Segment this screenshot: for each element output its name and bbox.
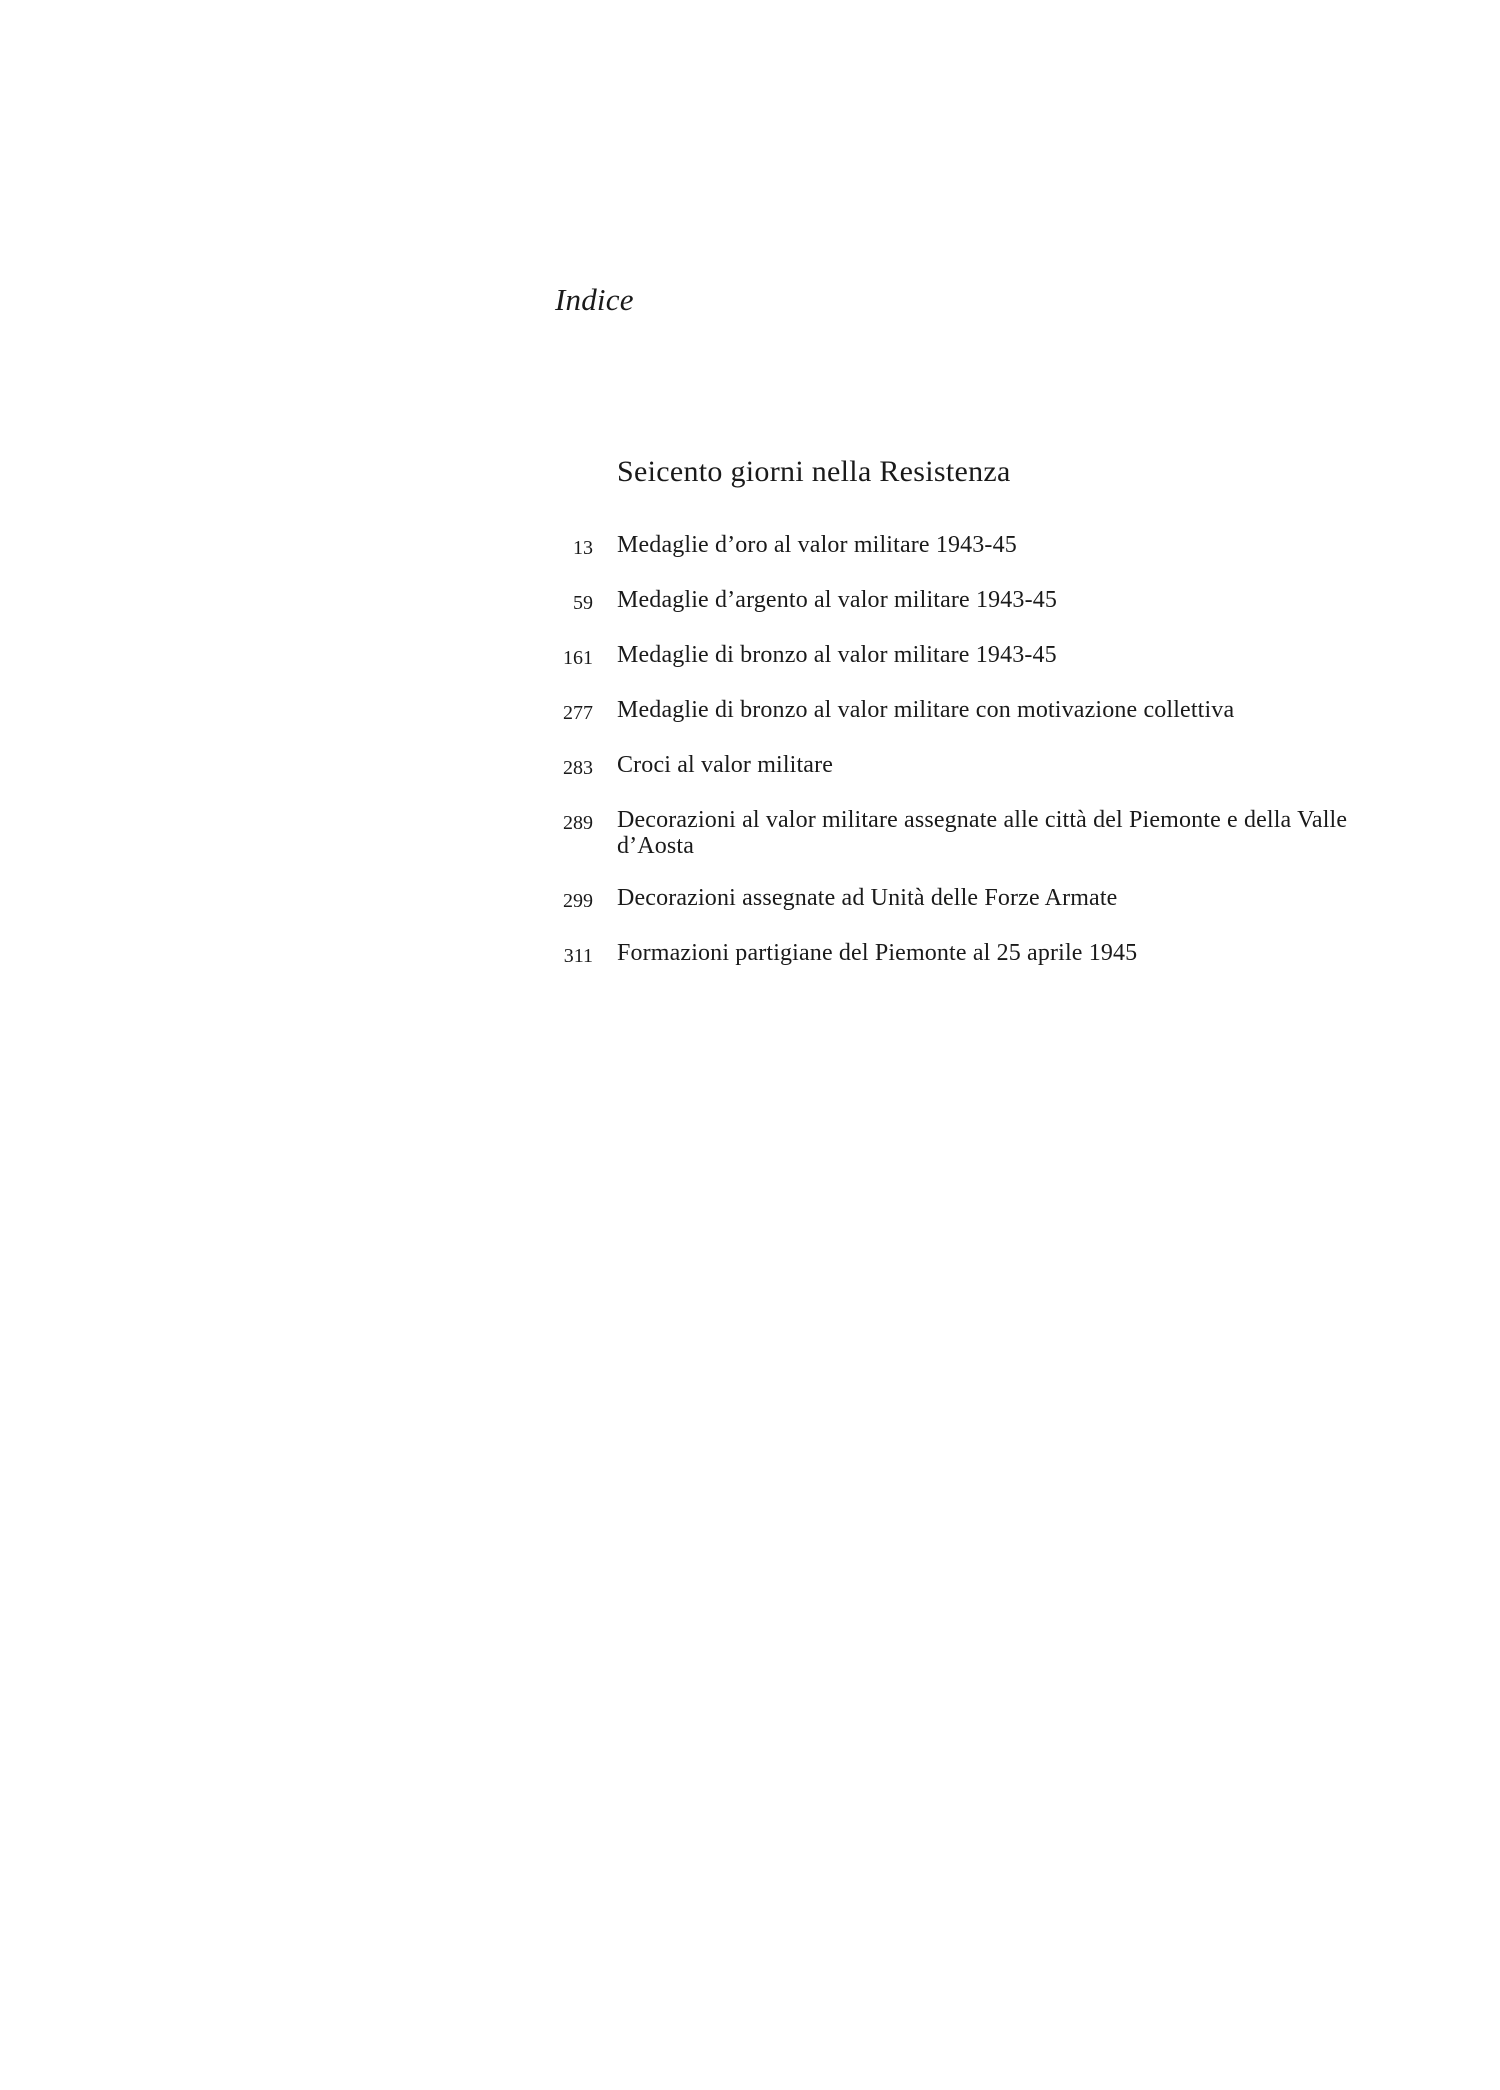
toc-page-number: 277 bbox=[563, 702, 593, 724]
toc-entry-title: Decorazioni assegnate ad Unità delle Forze Armate bbox=[617, 885, 1118, 911]
toc-page-number: 283 bbox=[563, 757, 593, 779]
section-title: Seicento giorni nella Resistenza bbox=[617, 455, 1011, 488]
toc-page-number: 299 bbox=[563, 890, 593, 912]
toc-page-number: 13 bbox=[573, 537, 593, 559]
toc-entry[interactable] bbox=[540, 532, 1370, 561]
toc-entry-title: Medaglie di bronzo al valor militare con motivazione collettiva bbox=[617, 697, 1235, 723]
toc-entry-title: Medaglie d’argento al valor militare 1943-45 bbox=[617, 587, 1058, 613]
toc-entry[interactable] bbox=[540, 752, 1370, 781]
toc-entry[interactable] bbox=[540, 807, 1370, 859]
toc-entry-title: Medaglie di bronzo al valor militare 1943-45 bbox=[617, 642, 1057, 668]
toc-page-number: 311 bbox=[563, 945, 593, 967]
toc-entry-title: Decorazioni al valor militare assegnate alle città del Piemonte e della Valle d’Aosta bbox=[617, 807, 1348, 859]
toc-entry[interactable] bbox=[540, 885, 1370, 914]
toc-entry[interactable] bbox=[540, 940, 1370, 969]
toc-page-number: 161 bbox=[563, 647, 593, 669]
table-of-contents bbox=[540, 532, 1370, 995]
toc-entry[interactable] bbox=[540, 587, 1370, 616]
toc-entry-title: Medaglie d’oro al valor militare 1943-45 bbox=[617, 532, 1017, 558]
toc-entry[interactable] bbox=[540, 697, 1370, 726]
toc-entry[interactable] bbox=[540, 642, 1370, 671]
toc-page-number: 59 bbox=[573, 592, 593, 614]
toc-entry-title: Formazioni partigiane del Piemonte al 25 aprile 1945 bbox=[617, 940, 1138, 966]
toc-entry-title: Croci al valor militare bbox=[617, 752, 834, 778]
toc-page-number: 289 bbox=[563, 812, 593, 834]
page-heading: Indice bbox=[555, 282, 634, 317]
